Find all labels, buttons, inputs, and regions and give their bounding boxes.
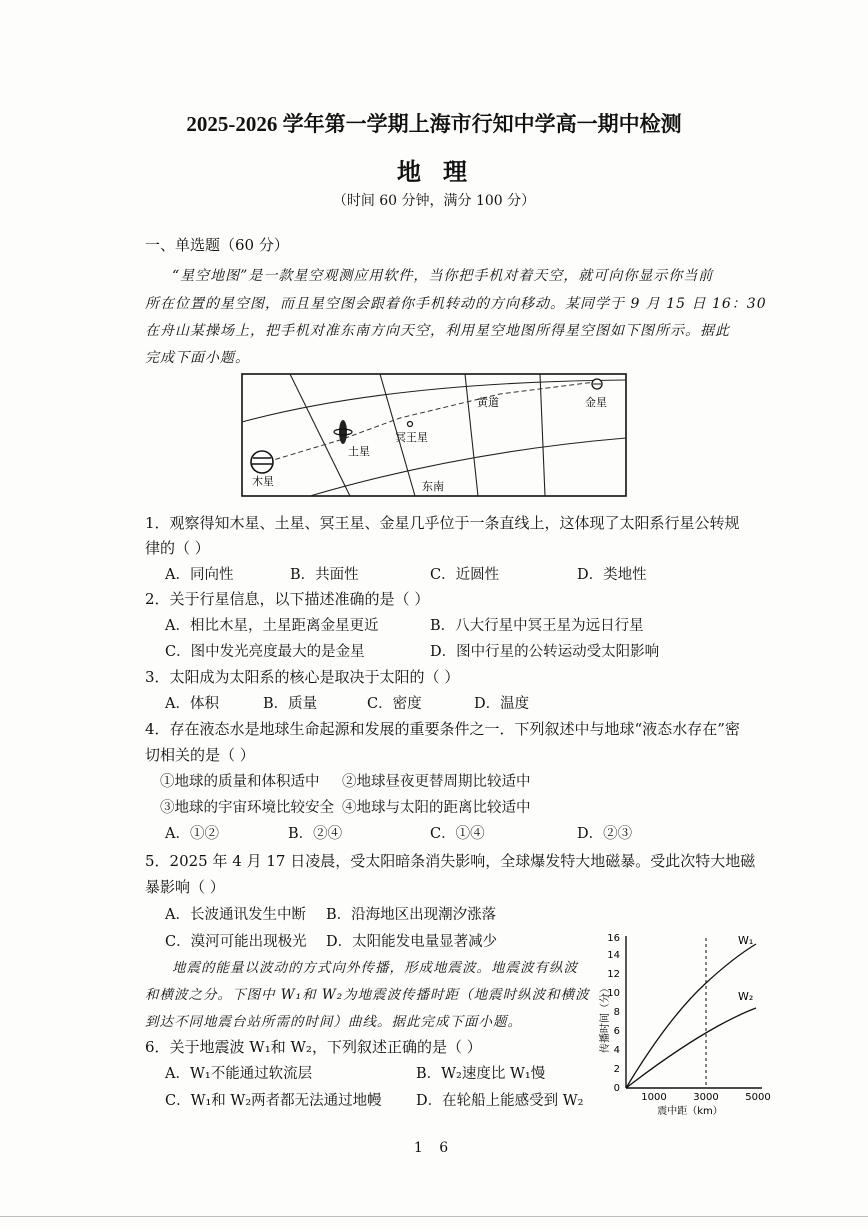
q1-option-c[interactable]: C．近圆性 <box>430 567 500 583</box>
q5-stem-cont: 暴影响（ ） <box>145 878 225 896</box>
y-tick: 12 <box>607 969 620 980</box>
w2-curve <box>626 1008 756 1088</box>
intro-line: 在舟山某操场上，把手机对准东南方向天空，利用星空地图所得星空图如下图所示。据此 <box>145 323 730 339</box>
q2-stem: 2．关于行星信息，以下描述准确的是（ ） <box>145 590 430 608</box>
q4-option-b[interactable]: B．②④ <box>288 826 343 842</box>
y-tick: 0 <box>613 1083 620 1094</box>
q1-option-a[interactable]: A．同向性 <box>165 567 234 583</box>
seismic-chart <box>598 928 774 1122</box>
q3-option-b[interactable]: B．质量 <box>263 696 318 712</box>
q4-statement-4: ④地球与太阳的距离比较适中 <box>342 800 531 816</box>
y-axis-label: 传播时间（分） <box>600 983 611 1053</box>
y-tick: 2 <box>613 1064 620 1075</box>
y-tick: 8 <box>613 1007 620 1018</box>
w2-label: W₂ <box>738 990 754 1003</box>
bottom-divider <box>0 1216 868 1217</box>
y-tick: 14 <box>607 950 620 961</box>
y-tick: 16 <box>607 933 620 944</box>
q4-statement-3: ③地球的宇宙环境比较安全 <box>160 800 334 816</box>
q3-stem: 3．太阳成为太阳系的核心是取决于太阳的（ ） <box>145 668 460 686</box>
venus-icon <box>592 379 602 389</box>
q5-option-d[interactable]: D．太阳能发电量显著减少 <box>326 934 498 950</box>
x-tick: 1000 <box>641 1092 667 1103</box>
y-tick: 4 <box>613 1045 620 1056</box>
jupiter-icon <box>251 451 273 473</box>
intro-line: 所在位置的星空图，而且星空图会跟着你手机转动的方向移动。某同学于 9 月 15 日 16：30 <box>145 296 767 312</box>
q5-stem: 5．2025 年 4 月 17 日凌晨，受太阳暗条消失影响，全球爆发特大地磁暴。受此次特大地磁 <box>145 852 756 870</box>
q3-option-a[interactable]: A．体积 <box>165 696 219 712</box>
q1-option-b[interactable]: B．共面性 <box>290 567 359 583</box>
q4-stem: 4．存在液态水是地球生命起源和发展的重要条件之一．下列叙述中与地球“液态水存在”密 <box>145 720 740 738</box>
time-note: （时间 60 分钟，满分 100 分） <box>332 193 536 209</box>
q2-option-d[interactable]: D．图中行星的公转运动受太阳影响 <box>430 644 660 660</box>
q2-option-c[interactable]: C．图中发光亮度最大的是金星 <box>165 644 365 660</box>
seismic-intro-line: 到达不同地震台站所需的时间）曲线。据此完成下面小题。 <box>145 1014 522 1030</box>
x-axis-label: 震中距（km） <box>657 1106 723 1117</box>
q5-option-a[interactable]: A．长波通讯发生中断 <box>165 907 306 923</box>
subject-title: 地理 <box>397 157 489 186</box>
q2-option-b[interactable]: B．八大行星中冥王星为远日行星 <box>430 618 644 634</box>
q4-option-a[interactable]: A．①② <box>165 826 219 842</box>
sky-map-figure <box>240 372 630 500</box>
q6-option-d[interactable]: D．在轮船上能感受到 W₂ <box>416 1093 584 1109</box>
q5-option-b[interactable]: B．沿海地区出现潮汐涨落 <box>326 907 497 923</box>
q4-option-c[interactable]: C．①④ <box>430 826 485 842</box>
saturn-icon <box>334 420 352 444</box>
venus-label: 金星 <box>585 396 607 409</box>
seismic-intro-line: 地震的能量以波动的方式向外传播，形成地震波。地震波有纵波 <box>172 960 578 976</box>
q1-stem: 1．观察得知木星、土星、冥王星、金星几乎位于一条直线上，这体现了太阳系行星公转规 <box>145 514 740 532</box>
q1-option-d[interactable]: D．类地性 <box>577 567 647 583</box>
intro-line: 完成下面小题。 <box>145 350 250 366</box>
southeast-label: 东南 <box>422 480 444 493</box>
q4-stem-cont: 切相关的是（ ） <box>145 746 255 764</box>
jupiter-label: 木星 <box>252 475 274 488</box>
q3-option-d[interactable]: D．温度 <box>474 696 530 712</box>
q4-statement-1: ①地球的质量和体积适中 <box>160 774 320 790</box>
q6-option-b[interactable]: B．W₂速度比 W₁慢 <box>416 1066 546 1082</box>
x-tick: 3000 <box>693 1092 719 1103</box>
q6-option-a[interactable]: A．W₁不能通过软流层 <box>165 1066 313 1082</box>
y-tick: 10 <box>607 988 620 999</box>
w1-label: W₁ <box>738 934 754 947</box>
q4-statement-2: ②地球昼夜更替周期比较适中 <box>342 774 531 790</box>
intro-line: “星空地图”是一款星空观测应用软件，当你把手机对着天空，就可向你显示你当前 <box>172 268 714 284</box>
page-number: 1 6 <box>413 1140 455 1156</box>
section-heading: 一、单选题（60 分） <box>145 236 289 254</box>
q3-option-c[interactable]: C．密度 <box>367 696 422 712</box>
q6-stem: 6．关于地震波 W₁和 W₂，下列叙述正确的是（ ） <box>145 1038 482 1056</box>
saturn-label: 土星 <box>348 445 370 458</box>
exam-title: 2025-2026 学年第一学期上海市行知中学高一期中检测 <box>186 112 682 136</box>
neptune-icon <box>408 422 413 427</box>
q6-option-c[interactable]: C．W₁和 W₂两者都无法通过地幔 <box>165 1093 382 1109</box>
q5-option-c[interactable]: C．漠河可能出现极光 <box>165 934 307 950</box>
q2-option-a[interactable]: A．相比木星，土星距离金星更近 <box>165 618 379 634</box>
x-tick: 5000 <box>745 1092 771 1103</box>
neptune-label: 冥王星 <box>395 431 428 444</box>
y-tick: 6 <box>613 1026 620 1037</box>
ecliptic-label: 黄道 <box>477 396 499 409</box>
q4-option-d[interactable]: D．②③ <box>577 826 633 842</box>
q1-stem-cont: 律的（ ） <box>145 539 210 557</box>
seismic-intro-line: 和横波之分。下图中 W₁和 W₂为地震波传播时距（地震时纵波和横波 <box>145 987 590 1003</box>
